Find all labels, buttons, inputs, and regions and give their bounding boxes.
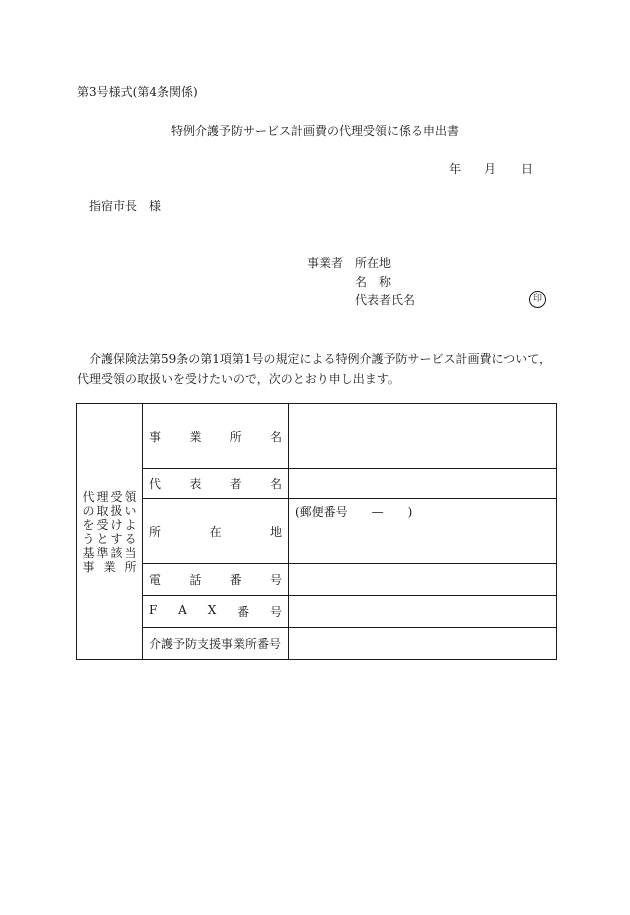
row-label-char: 者 — [229, 477, 242, 491]
row-label — [149, 428, 282, 445]
application-table — [76, 403, 557, 660]
date-month-label: 月 — [484, 162, 497, 176]
date-day-label: 日 — [521, 162, 534, 176]
row-label-char: F — [149, 603, 158, 617]
office-name-field[interactable] — [289, 404, 557, 469]
row-label — [149, 571, 282, 588]
row-label-char: 代 — [149, 477, 162, 491]
representative-label-cell — [143, 469, 289, 499]
representative-field[interactable] — [289, 469, 557, 499]
row-label-char: 所 — [229, 429, 242, 444]
row-label-char: A — [178, 603, 187, 617]
side-label-line: うとする — [82, 531, 137, 546]
provider-name-label-part2: 称 — [379, 275, 392, 289]
phone-label-cell — [143, 564, 289, 596]
row-label-char: 番 — [237, 605, 250, 619]
side-label-line: を受けよ — [82, 517, 137, 532]
addressee: 指宿市長 様 — [89, 199, 162, 213]
row-label-char: X — [207, 603, 217, 617]
side-label-line: 基準該当 — [82, 545, 137, 560]
row-label-char: 地 — [269, 524, 282, 539]
provider-side-label-cell — [77, 404, 143, 660]
office-name-label-cell — [143, 404, 289, 469]
row-label — [149, 523, 282, 540]
row-label-char: 電 — [149, 573, 162, 587]
row-label — [149, 475, 282, 492]
support-office-number-label-cell — [143, 628, 289, 660]
row-label — [149, 603, 282, 620]
side-label-line: 事業所 — [82, 559, 137, 574]
support-office-number-label: 介護予防支援事業所番号 — [149, 637, 282, 651]
row-label-char: 名 — [269, 477, 282, 491]
side-label-line: 代理受領 — [82, 489, 137, 504]
provider-label: 事業者 — [307, 256, 344, 270]
provider-side-label — [83, 490, 137, 574]
seal-mark: 印 — [529, 291, 546, 308]
location-field[interactable]: (郵便番号 — ) — [289, 499, 557, 564]
row-label-char: 所 — [149, 524, 162, 539]
fax-label-cell — [143, 596, 289, 628]
row-label-char: 号 — [269, 573, 282, 587]
provider-name-label-part1: 名 — [355, 275, 368, 289]
row-label-char: 事 — [149, 429, 162, 444]
document-title: 特例介護予防サービス計画費の代理受領に係る申出書 — [170, 124, 459, 138]
row-label-char: 在 — [209, 524, 222, 539]
row-label-char: 話 — [189, 573, 202, 587]
side-label-line: の取扱い — [82, 503, 137, 518]
fax-field[interactable] — [289, 596, 557, 628]
form-number: 第3号様式(第4条関係) — [77, 85, 198, 99]
representative-name-label: 代表者氏名 — [355, 293, 416, 307]
support-office-number-field[interactable] — [289, 628, 557, 660]
row-label-char: 番 — [229, 573, 242, 587]
row-label-char: 表 — [189, 477, 202, 491]
date-year-label: 年 — [449, 162, 462, 176]
row-label-char: 業 — [189, 429, 202, 444]
provider-address-label: 所在地 — [355, 256, 392, 270]
row-label-char: 名 — [269, 429, 282, 444]
body-paragraph: 介護保険法第59条の第1項第1号の規定による特例介護予防サービス計画費について，代理受領の取扱いを受けたいので，次のとおり申し出ます。 — [77, 352, 552, 386]
row-label-char: 号 — [269, 605, 282, 619]
location-label-cell — [143, 499, 289, 564]
phone-field[interactable] — [289, 564, 557, 596]
